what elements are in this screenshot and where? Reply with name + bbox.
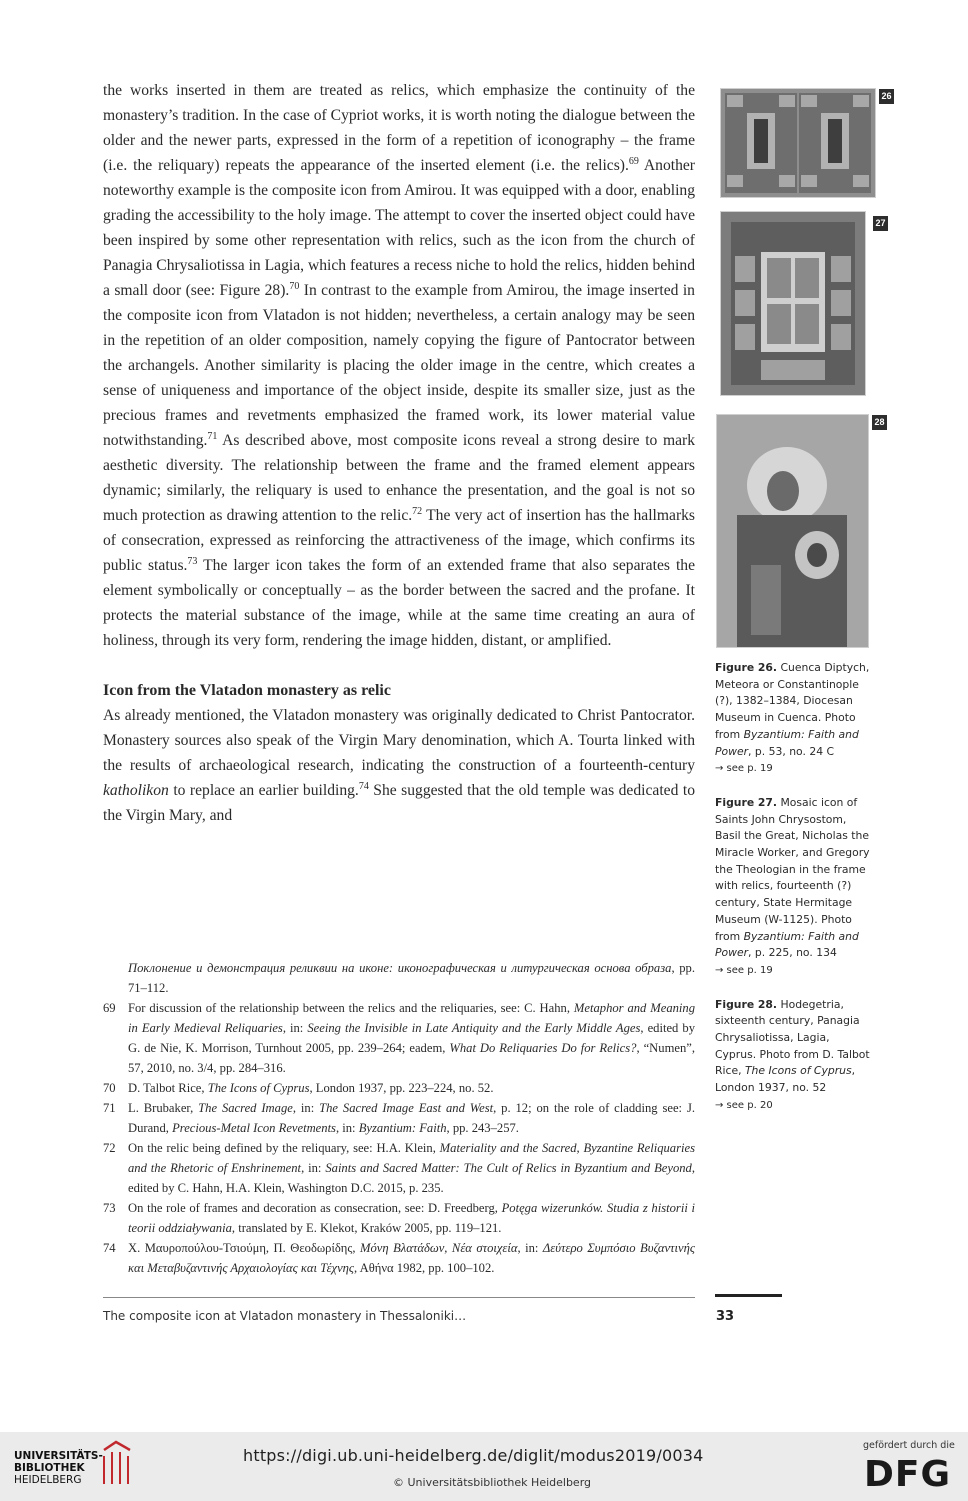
figure-26-badge: 26 bbox=[879, 89, 894, 104]
figure-26-image bbox=[720, 88, 876, 198]
footnote-text: The Icons of Cyprus bbox=[207, 1081, 310, 1095]
footnote-text: , in: bbox=[517, 1241, 543, 1255]
footnote-text: For discussion of the relationship between the relics and the reliquaries, see: C. Hahn, bbox=[128, 1001, 574, 1015]
permalink-url[interactable]: https://digi.ub.uni-heidelberg.de/diglit/modus2019/0034 bbox=[243, 1446, 704, 1465]
footnote-number: 73 bbox=[103, 1201, 116, 1215]
footnote-text: Potęga wizerunków. Studia z historii i teorii oddziaływania bbox=[128, 1201, 695, 1235]
svg-text:DFG: DFG bbox=[864, 1454, 952, 1490]
footnote-number: 69 bbox=[103, 1001, 116, 1015]
footnote-71 bbox=[103, 1098, 695, 1138]
footnote-number: 70 bbox=[103, 1081, 116, 1095]
footnote-text: Χ. Μαυροπούλου-Τσιούμη, Π. Θεοδωρίδης, bbox=[128, 1241, 360, 1255]
footnote-ref-74[interactable]: 74 bbox=[358, 780, 369, 792]
footnote-text: On the role of frames and decoration as consecration, see: D. Freedberg, bbox=[128, 1201, 502, 1215]
footnote-text: , in: bbox=[282, 1021, 308, 1035]
footnote-74 bbox=[103, 1238, 695, 1278]
footnote-text: , London 1937, pp. 223–224, no. 52. bbox=[309, 1081, 494, 1095]
footnote-ref-70[interactable]: 70 bbox=[289, 280, 300, 292]
figure-28-badge: 28 bbox=[872, 415, 887, 430]
caption-figure-27: Figure 27. Mosaic icon of Saints John Chrysostom, Basil the Great, Nicholas the Miracle Worker, and Gregory the Theologian in the frame with relics, fourteenth (?) century, State Hermitage Museum (W-1125). Photo from Byzantium: Faith and Power, p. 225, no. 134 → see p. 19 bbox=[715, 795, 870, 976]
footnote-number: 71 bbox=[103, 1101, 116, 1115]
footnote-text: On the relic being defined by the reliquary, see: H.A. Klein, bbox=[128, 1141, 440, 1155]
footnote-continuation: Поклонение и демонстрация реликвии на иконе: иконографическая и литургическая основа образа, pp. 71–112. bbox=[128, 961, 695, 995]
footnote-70 bbox=[103, 1078, 695, 1098]
footnote-ref-73[interactable]: 73 bbox=[187, 555, 198, 567]
footnote-text: Δεύτερο Συμπόσιο Βυζαντινής και Μεταβυζαντινής Αρχαιολογίας και Τέχνης bbox=[128, 1241, 696, 1275]
footnote-ref-69[interactable]: 69 bbox=[628, 155, 639, 167]
mosaic-icon-illustration bbox=[721, 212, 865, 395]
copyright-notice: © Universitätsbibliothek Heidelberg bbox=[393, 1476, 592, 1489]
footnote-text: , Αθήνα 1982, pp. 100–102. bbox=[354, 1261, 495, 1275]
footnote-list bbox=[103, 998, 695, 1278]
see-page-link[interactable]: → see p. 19 bbox=[715, 763, 773, 775]
footnote-number: 74 bbox=[103, 1241, 116, 1255]
footnote-number: 72 bbox=[103, 1141, 116, 1155]
footnote-text: Byzantium: Faith bbox=[358, 1121, 447, 1135]
footnote-ref-71[interactable]: 71 bbox=[207, 430, 218, 442]
diptych-illustration bbox=[721, 89, 875, 197]
footnote-text: , edited by C. Hahn, H.A. Klein, Washington D.C. 2015, p. 235. bbox=[128, 1161, 695, 1195]
footnote-text: , in: bbox=[335, 1121, 359, 1135]
paragraph-2: As already mentioned, the Vlatadon monastery was originally dedicated to Christ Pantocrator. Monastery sources also speak of the Virgin Mary denomination, which A. Tourta linked with the results of archaeological research, indicating the construction of a fourteenth-century katholikon to replace an earlier building.$^{74}$ She suggested that the old temple was dedicated to the Virgin Mary, and bbox=[103, 707, 695, 824]
footer-divider bbox=[103, 1297, 695, 1298]
footnote-text: , edited by G. de Nie, K. Morrison, Turnhout 2005, pp. 239–264; eadem, bbox=[128, 1021, 695, 1055]
section-heading: Icon from the Vlatadon monastery as relic bbox=[103, 682, 391, 699]
footnote-text: D. Talbot Rice, bbox=[128, 1081, 208, 1095]
see-page-link[interactable]: → see p. 20 bbox=[715, 1099, 773, 1111]
footnote-text: Precious-Metal Icon Revetments bbox=[172, 1121, 336, 1135]
dfg-logo[interactable] bbox=[862, 1454, 954, 1490]
caption-figure-28: Figure 28. Hodegetria, sixteenth century, Panagia Chrysaliotissa, Lagia, Cyprus. Photo from D. Talbot Rice, The Icons of Cyprus, London 1937, no. 52 → see p. 20 bbox=[715, 997, 870, 1111]
footnote-text: What Do Reliquaries Do for Relics? bbox=[449, 1041, 637, 1055]
footnote-73 bbox=[103, 1198, 695, 1238]
footnote-text: Seeing the Invisible in Late Antiquity and the Early Middle Ages bbox=[307, 1021, 641, 1035]
library-footer-bar bbox=[0, 1432, 968, 1501]
page-number-rule bbox=[715, 1294, 782, 1297]
footnote-text: The Sacred Image bbox=[198, 1101, 293, 1115]
figure-27-badge: 27 bbox=[873, 216, 888, 231]
footnote-text: Μόνη Βλατάδων, Νέα στοιχεία bbox=[359, 1241, 518, 1255]
footnote-text: , “Numen”, 57, 2010, no. 3/4, pp. 284–316. bbox=[128, 1041, 695, 1075]
see-page-link[interactable]: → see p. 19 bbox=[715, 964, 773, 976]
paragraph-1: the works inserted in them are treated as relics, which emphasize the continuity of the monastery’s tradition. In the case of Cypriot works, it is worth noting the dialogue between the older and the newer parts, expressed in the form of a repetition of iconography – the frame (i.e. the reliquary) repeats the appearance of the inserted element (i.e. the relics).$^{69}$ Another noteworthy example is the composite icon from Amirou. It was equipped with a door, enabling grading the accessibility to the holy image. The attempt to cover the inserted object could have been inspired by some other representation with relics, such as the icon from the church of Panagia Chrysaliotissa in Lagia, which features a recess niche to hold the relics, hidden behind a small door (see: Figure 28).$^{70}$ In contrast to the example from Amirou, the image inserted in the composite icon from Vlatadon is not hidden; nevertheless, a certain analogy may be seen in the repetition of an older composition, namely copying the figure of Pantocrator between the archangels. Another similarity is placing the older image in the centre, which creates a sense of uniqueness and importance of the object inside, despite its smaller size, just as the precious frames and revetments emphasized the framed work, its lower material value notwithstanding.$^{71}$ As described above, most composite icons reveal a strong desire to mark aesthetic diversity. The relationship between the frame and the framed element appears dynamic; similarly, the reliquary is used to enhance the presentation, and the goal is not so much protection as drawing attention to the relic.$^{72}$ The very act of insertion has the hallmarks of consecration, expressed as reinforcing the attractiveness of the image, which confirms its public status.$^{73}$ The larger icon takes the form of an extended frame that also separates the element symbolically or conceptually – as the border between the sacred and the profane. It protects the material substance of the image, while at the same time creating an aura of holiness, through its very form, rendering the image hidden, distant, or amplified. bbox=[103, 82, 696, 649]
footnote-text: Saints and Sacred Matter: The Cult of Relics in Byzantium and Beyond bbox=[325, 1161, 692, 1175]
footnote-69 bbox=[103, 998, 695, 1078]
footnote-text: , translated by E. Klekot, Kraków 2005, pp. 119–121. bbox=[231, 1221, 502, 1235]
footnote-text: , pp. 243–257. bbox=[446, 1121, 519, 1135]
running-title: The composite icon at Vlatadon monastery in Thessaloniki… bbox=[103, 1309, 467, 1323]
footnotes bbox=[103, 958, 695, 1278]
figure-28-image bbox=[716, 414, 869, 648]
footnote-text: , p. 12; on the role of cladding see: J. Durand, bbox=[128, 1101, 695, 1135]
figure-captions bbox=[715, 660, 873, 1132]
footnote-72 bbox=[103, 1138, 695, 1198]
footnote-ref-72[interactable]: 72 bbox=[412, 505, 423, 517]
hodegetria-illustration bbox=[717, 415, 868, 647]
main-body-text bbox=[103, 78, 695, 828]
dfg-funding-note: gefördert durch die bbox=[863, 1440, 955, 1451]
ub-heidelberg-logo[interactable]: UNIVERSITÄTS- BIBLIOTHEK HEIDELBERG bbox=[14, 1450, 103, 1486]
ub-logo-icon bbox=[98, 1440, 134, 1486]
page-number: 33 bbox=[716, 1309, 735, 1324]
footnote-text: L. Brubaker, bbox=[128, 1101, 199, 1115]
footnote-text: , in: bbox=[292, 1101, 320, 1115]
footnote-text: Metaphor and Meaning in Early Medieval Reliquaries bbox=[128, 1001, 696, 1035]
caption-figure-26: Figure 26. Cuenca Diptych, Meteora or Constantinople (?), 1382–1384, Diocesan Museum in Cuenca. Photo from Byzantium: Faith and Power, p. 53, no. 24 C → see p. 19 bbox=[715, 661, 870, 775]
footnote-text: , in: bbox=[301, 1161, 326, 1175]
figure-27-image bbox=[720, 211, 866, 396]
footnote-text: The Sacred Image East and West bbox=[319, 1101, 494, 1115]
footnote-text: Materiality and the Sacred, Byzantine Reliquaries and the Rhetoric of Enshrinement bbox=[128, 1141, 695, 1175]
